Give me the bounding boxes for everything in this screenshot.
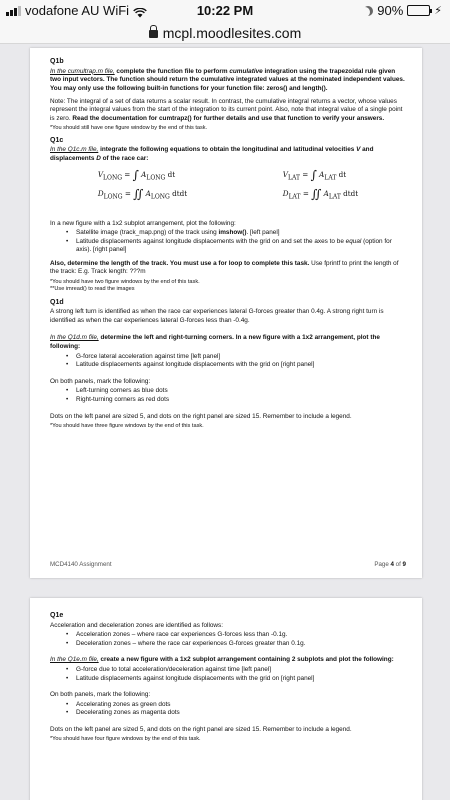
page-footer xyxy=(50,561,406,568)
q1e-mark-intro: On both panels, mark the following: xyxy=(50,691,151,699)
q1d-mark-list xyxy=(66,387,406,404)
q1e-mark-list xyxy=(66,701,406,718)
text: determine the left and right-turning corners. In a new figure with a 1x2 arrangement, plot the following: xyxy=(50,334,380,350)
q1b-heading: Q1b xyxy=(50,58,64,65)
clock: 10:22 PM xyxy=(196,3,254,18)
text: . [left panel] xyxy=(246,229,280,237)
text: LAT xyxy=(324,174,337,182)
list-item xyxy=(66,238,406,255)
text: Latitude displacements against longitude displacements with the grid on and set the axes to be xyxy=(76,237,346,245)
text: 9 xyxy=(402,561,406,568)
document-page-5 xyxy=(30,598,422,800)
q1d-heading: Q1d xyxy=(50,298,64,306)
address-bar[interactable] xyxy=(0,22,450,44)
list-item: • G-force due to total acceleration/deceleration against time [left panel] xyxy=(66,666,406,675)
text: D xyxy=(282,189,289,199)
footnote: *You should have two figure windows by the end of this task. xyxy=(50,278,200,285)
text: V xyxy=(97,170,104,180)
text: Note: The integral of a set of data returns a scalar result. In contrast, the cumulative integral returns a vector, whose values represent the integral values from the start of the integration to its current point. Also, note that integral value of a single point is zero. xyxy=(50,97,403,123)
list-item: • Acceleration zones – where race car experiences G-forces less than -0.1g. xyxy=(66,631,406,640)
text: 4 xyxy=(390,561,394,568)
text: cumulative xyxy=(229,67,263,75)
status-right xyxy=(363,3,442,18)
equations xyxy=(50,168,406,209)
text: dtdt xyxy=(340,189,359,199)
q1d-paragraph: A strong left turn is identified as when the race car experiences lateral G-forces greater than 0.4g. A strong right turn is identified as when the car experiences lateral G-forces less than -0.4g. xyxy=(50,308,384,324)
q1c-plot-list xyxy=(66,229,406,255)
battery-percent: 90% xyxy=(377,3,404,18)
text: integration using the trapezoidal rule given two input vectors. The function should return the cumulative integrated values at the nominated independent values. xyxy=(50,67,405,84)
file-link: In the Q1e.m file, xyxy=(50,656,99,664)
text: LONG xyxy=(150,193,170,201)
q1d-mark-intro: On both panels, mark the following: xyxy=(50,377,151,385)
list-item: • Latitude displacements against longitude displacements with the grid on [right panel] xyxy=(66,361,406,370)
file-link: In the Q1c.m file, xyxy=(50,146,99,154)
q1e-task-paragraph xyxy=(50,656,406,665)
text: dt xyxy=(336,170,347,180)
text: A xyxy=(319,170,325,180)
file-link: In the cumultrap.m file, xyxy=(50,67,115,75)
equations-lateral xyxy=(282,168,359,209)
list-item xyxy=(66,229,406,238)
page-content xyxy=(50,58,406,434)
text: complete the function file to perform xyxy=(114,67,230,75)
lock-icon xyxy=(149,30,158,38)
q1c-footnotes xyxy=(50,279,406,293)
text: Satellite image (track_map.png) of the track using xyxy=(76,229,219,237)
q1d-dots-paragraph: Dots on the left panel are sized 5, and dots on the right panel are sized 15. Remember to include a legend. xyxy=(50,412,352,420)
text: create a new figure with a 1x2 subplot arrangement containing 2 subplots and plot the following: xyxy=(98,656,394,664)
text: Read the documentation for cumtrapz() for further details and use that function to verify your answers. xyxy=(72,115,385,123)
list-item: • Decelerating zones as magenta dots xyxy=(66,709,406,718)
q1e-plot-list xyxy=(66,666,406,683)
equation-d-long: $D_{LONG}$ = ∬ $A_{LONG}$ dtdt xyxy=(97,187,188,202)
footer-page-number xyxy=(374,561,406,568)
page-content xyxy=(50,612,406,748)
q1e-paragraph: Acceleration and deceleration zones are identified as follows: xyxy=(50,621,224,629)
list-item: • Right-turning corners as red dots xyxy=(66,396,406,405)
text: LAT xyxy=(328,193,341,201)
file-link: In the Q1d.m file, xyxy=(50,334,99,342)
text: D xyxy=(97,189,104,199)
q1c-length-paragraph xyxy=(50,260,406,277)
q1e-dots-paragraph: Dots on the left panel are sized 5, and dots on the right panel are sized 15. Remember to include a legend. xyxy=(50,725,352,733)
battery-icon xyxy=(407,5,430,16)
charging-icon: ⚡ xyxy=(434,5,442,17)
list-item: • Latitude displacements against longitude displacements with the grid on [right panel] xyxy=(66,675,406,684)
text: A xyxy=(141,170,147,180)
text: of xyxy=(393,561,403,568)
document-page-4 xyxy=(30,48,422,578)
q1c-paragraph xyxy=(50,146,406,163)
q1b-note-paragraph xyxy=(50,98,406,124)
text: dt xyxy=(165,170,176,180)
q1d-footnote: *You should have three figure windows by the end of this task. xyxy=(50,422,204,429)
equation-d-lat: $D_{LAT}$ = ∬ $A_{LAT}$ dtdt xyxy=(282,187,359,202)
text: dtdt xyxy=(169,189,188,199)
q1e-zones-list xyxy=(66,631,406,648)
url-text[interactable]: mcpl.moodlesites.com xyxy=(162,24,302,41)
q1c-plot-intro: In a new figure with a 1x2 subplot arrangement, plot the following: xyxy=(50,219,236,227)
text: and displacements xyxy=(50,146,374,162)
text: LAT xyxy=(288,193,301,201)
list-item: • Deceleration zones – where the race car experiences G-forces greater than 0.1g. xyxy=(66,640,406,649)
text: LONG xyxy=(103,174,122,182)
text: LONG xyxy=(146,174,166,182)
text: imshow() xyxy=(218,229,247,237)
list-item: • Left-turning corners as blue dots xyxy=(66,387,406,396)
list-item: • Accelerating zones as green dots xyxy=(66,701,406,710)
text: Also, determine the length of the track. You must use a for loop to complete this task. xyxy=(50,259,310,267)
equation-v-long: $V_{LONG}$ = ∫ $A_{LONG}$ dt xyxy=(97,168,176,183)
q1d-task-paragraph xyxy=(50,334,406,351)
carrier-label: vodafone AU WiFi xyxy=(25,3,130,18)
text: Use fprintf to print the length of the track: E.g. Track length: ???m xyxy=(50,259,399,276)
text: equal xyxy=(345,237,362,245)
text: (option for axis). [right panel] xyxy=(76,237,392,254)
q1b-paragraph xyxy=(50,68,406,94)
footer-course: MCD4140 Assignment xyxy=(50,561,112,568)
text: V xyxy=(356,146,361,154)
text: You may only use the following built-in functions for your function file: zeros() and length(). xyxy=(50,84,328,92)
q1e-heading: Q1e xyxy=(50,612,64,619)
text: D xyxy=(96,154,101,162)
text: Page xyxy=(374,561,391,568)
text: A xyxy=(323,189,329,199)
q1d-plot-list xyxy=(66,353,406,370)
text: LONG xyxy=(103,193,123,201)
q1b-footnote: *You should still have one figure window by the end of this task. xyxy=(50,125,208,132)
text: V xyxy=(282,170,288,180)
text: LAT xyxy=(288,174,300,182)
text: of the race car: xyxy=(100,154,149,162)
q1c-heading: Q1c xyxy=(50,136,64,144)
equations-longitudinal xyxy=(97,168,188,209)
equation-v-lat: $V_{LAT}$ = ∫ $A_{LAT}$ dt xyxy=(282,168,347,183)
footnote: **Use imread() to read the images xyxy=(50,285,135,292)
status-bar xyxy=(0,0,450,22)
text: A xyxy=(145,189,151,199)
text: integrate the following equations to obtain the longitudinal and latitudinal velocities xyxy=(98,146,357,154)
list-item: • G-force lateral acceleration against time [left panel] xyxy=(66,353,406,362)
do-not-disturb-icon xyxy=(363,6,373,16)
q1e-footnote: *You should have four figure windows by the end of this task. xyxy=(50,736,201,743)
